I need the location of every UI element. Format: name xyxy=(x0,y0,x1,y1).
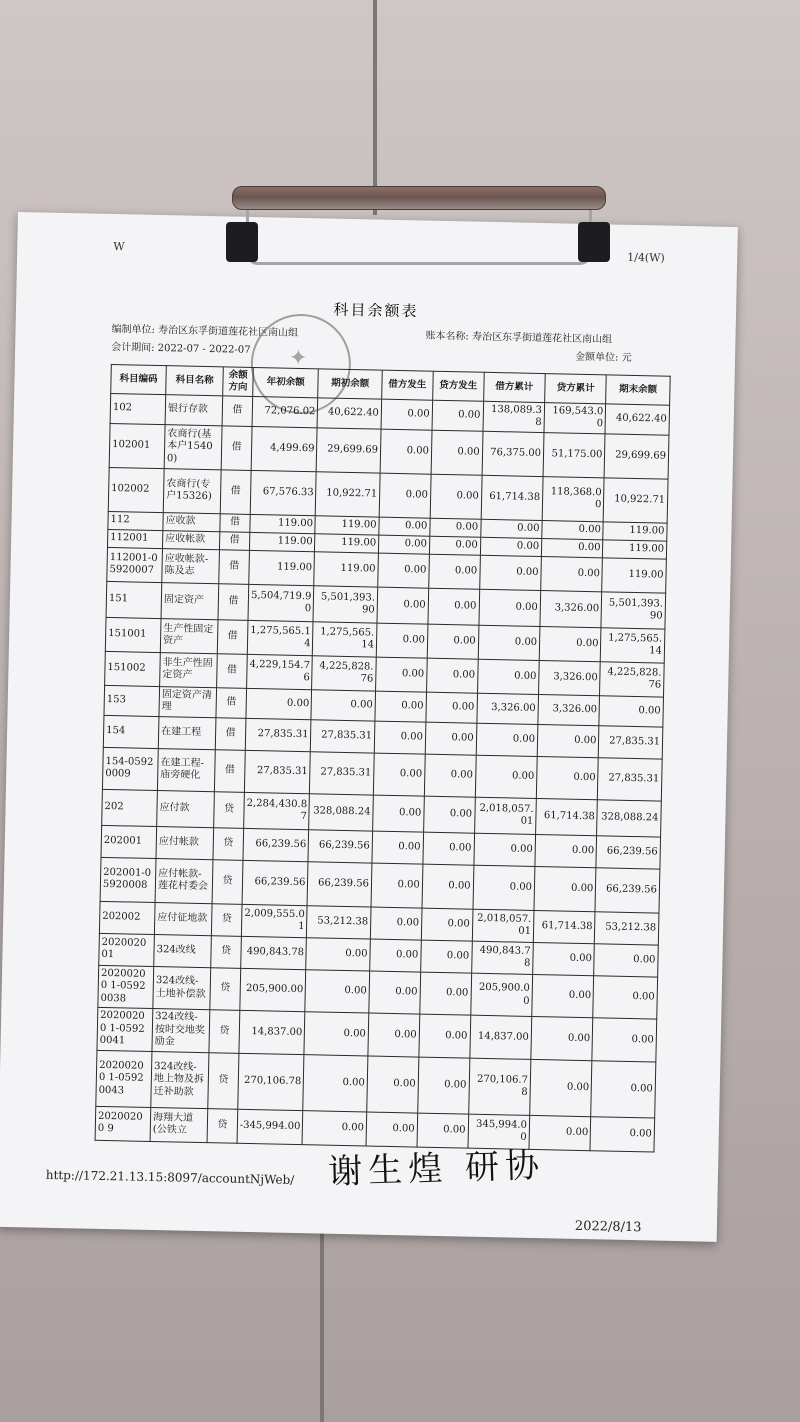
header-direction: 余额方向 xyxy=(223,367,253,396)
cell-debit: 0.00 xyxy=(381,399,432,430)
cell-year-opening: 4,499.69 xyxy=(251,426,318,471)
cell-credit: 0.00 xyxy=(431,430,483,475)
cell-year-opening: 67,576.33 xyxy=(250,470,317,515)
cell-period-opening: 328,088.24 xyxy=(309,793,373,830)
cell-year-opening: 119.00 xyxy=(249,532,315,551)
cell-direction: 借 xyxy=(221,426,252,471)
cell-debit-total: 0.00 xyxy=(473,865,535,910)
cell-credit: 0.00 xyxy=(420,940,471,973)
cell-period-opening: 119.00 xyxy=(315,534,379,553)
cell-closing: 0.00 xyxy=(592,1018,656,1062)
cell-account-name: 应收帐款 xyxy=(163,530,221,549)
cell-account-name: 应付款 xyxy=(157,790,215,827)
header-account-code: 科目编码 xyxy=(111,364,167,394)
cell-year-opening: 72,076.02 xyxy=(252,396,318,427)
unit-value: 寿治区东孚街道莲花社区南山组 xyxy=(157,324,299,339)
cell-account-code: 202001 xyxy=(101,825,157,858)
cell-account-name: 应付帐款 xyxy=(156,826,214,859)
cell-direction: 借 xyxy=(220,532,250,551)
cell-account-name: 固定资产 xyxy=(161,582,219,619)
cell-direction: 借 xyxy=(220,514,250,533)
cell-credit-total: 0.00 xyxy=(529,1115,591,1150)
document-title: 科目余额表 xyxy=(333,300,419,321)
cell-period-opening: 0.00 xyxy=(311,690,375,721)
cell-direction: 贷 xyxy=(209,1010,240,1053)
cell-debit-total: 0.00 xyxy=(480,519,542,538)
cell-year-opening: 119.00 xyxy=(250,514,316,533)
currency-line xyxy=(575,348,632,364)
cell-closing: 66,239.56 xyxy=(595,868,660,913)
cell-closing: 27,835.31 xyxy=(598,758,662,801)
cell-closing: 1,275,565.14 xyxy=(601,628,665,663)
header-debit-total: 借方累计 xyxy=(483,372,545,402)
cell-year-opening: 66,239.56 xyxy=(242,860,309,905)
cell-account-code: 151 xyxy=(106,581,162,618)
page-left-mark: W xyxy=(113,240,125,254)
cell-credit: 0.00 xyxy=(417,1113,469,1148)
cell-credit: 0.00 xyxy=(430,518,481,537)
cell-account-name: 非生产性固定资产 xyxy=(160,652,218,687)
cell-debit-total: 270,106.78 xyxy=(468,1058,531,1115)
cell-closing: 10,922.71 xyxy=(604,478,669,523)
cell-credit: 0.00 xyxy=(432,400,483,431)
cell-debit: 0.00 xyxy=(376,657,428,692)
cell-debit: 0.00 xyxy=(379,473,431,518)
cell-account-name: 324改线-土地补偿款 xyxy=(153,966,211,1010)
cell-period-opening: 119.00 xyxy=(315,516,379,535)
cell-closing: 66,239.56 xyxy=(596,836,660,869)
cell-credit-total: 0.00 xyxy=(531,1017,593,1061)
cell-account-code: 202 xyxy=(102,789,158,826)
cell-year-opening: 4,229,154.76 xyxy=(246,654,312,689)
cell-credit: 0.00 xyxy=(422,864,474,909)
cell-period-opening: 0.00 xyxy=(304,1012,368,1056)
cell-credit-total: 0.00 xyxy=(535,834,597,867)
cell-account-name: 银行存款 xyxy=(165,394,223,425)
cell-period-opening: 4,225,828.76 xyxy=(312,656,376,691)
cell-direction: 借 xyxy=(215,718,245,751)
cell-credit-total: 3,326.00 xyxy=(540,590,602,627)
cell-credit: 0.00 xyxy=(425,722,476,755)
cell-year-opening: 2,284,430.87 xyxy=(243,792,309,829)
cell-credit-total: 0.00 xyxy=(541,556,603,591)
cell-closing: 0.00 xyxy=(590,1116,654,1151)
cell-direction: 贷 xyxy=(212,859,243,904)
currency-value: 元 xyxy=(621,352,632,364)
cell-credit-total: 0.00 xyxy=(537,724,599,757)
cell-account-code: 151001 xyxy=(105,617,161,652)
cell-account-name: 应付帐款-莲花村委会 xyxy=(155,858,213,903)
cell-debit-total: 0.00 xyxy=(474,833,536,866)
cell-account-name: 324改线 xyxy=(154,934,212,967)
cell-credit-total: 0.00 xyxy=(542,520,604,539)
cell-debit: 0.00 xyxy=(368,1013,420,1057)
period-label: 会计期间: xyxy=(111,341,155,354)
cell-debit-total: 138,089.38 xyxy=(483,401,545,432)
cell-period-opening: 27,835.31 xyxy=(311,720,375,753)
cell-credit-total: 3,326.00 xyxy=(538,694,600,725)
cell-debit: 0.00 xyxy=(370,939,421,972)
cell-debit-total: 76,375.00 xyxy=(482,431,544,476)
cell-period-opening: 66,239.56 xyxy=(308,861,372,906)
cell-debit-total: 0.00 xyxy=(478,625,540,660)
cell-credit: 0.00 xyxy=(426,658,478,693)
cell-period-opening: 0.00 xyxy=(305,969,369,1013)
cell-year-opening: 490,843.78 xyxy=(241,936,307,969)
cell-period-opening: 10,922.71 xyxy=(316,472,380,517)
cell-account-code: 112 xyxy=(108,511,163,530)
cell-account-code: 154-05920009 xyxy=(102,747,158,790)
cell-closing: 0.00 xyxy=(593,975,657,1019)
cell-credit: 0.00 xyxy=(429,536,480,555)
print-date: 2022/8/13 xyxy=(574,1218,642,1236)
cell-account-name: 农商行(专户15326) xyxy=(163,468,221,513)
cell-debit-total: 3,326.00 xyxy=(477,693,539,724)
cell-debit-total: 2,018,057.01 xyxy=(474,797,536,834)
cell-closing: 0.00 xyxy=(599,696,663,727)
cell-year-opening: 5,504,719.90 xyxy=(248,584,314,621)
cell-closing: 0.00 xyxy=(591,1060,656,1117)
header-year-opening: 年初余额 xyxy=(253,367,319,397)
cell-credit-total: 0.00 xyxy=(530,1059,593,1116)
period-value: 2022-07 - 2022-07 xyxy=(157,342,251,356)
cell-credit: 0.00 xyxy=(420,972,472,1016)
cell-debit: 0.00 xyxy=(374,721,425,754)
header-account-name: 科目名称 xyxy=(166,366,224,396)
cell-credit: 0.00 xyxy=(427,624,479,659)
header-credit-total: 贷方累计 xyxy=(545,374,607,404)
cell-debit: 0.00 xyxy=(375,691,426,722)
cell-debit: 0.00 xyxy=(377,587,429,624)
cell-credit: 0.00 xyxy=(421,908,472,941)
cell-closing: 119.00 xyxy=(602,558,666,593)
cell-debit-total: 205,900.00 xyxy=(470,973,532,1017)
cell-period-opening: 0.00 xyxy=(306,937,370,970)
cell-direction: 借 xyxy=(218,584,248,621)
cell-debit: 0.00 xyxy=(378,553,430,588)
cell-debit-total: 0.00 xyxy=(480,537,542,556)
cell-account-name: 应收帐款-陈及志 xyxy=(162,548,220,583)
cell-closing: 119.00 xyxy=(603,522,667,541)
cell-credit: 0.00 xyxy=(419,1014,471,1058)
cell-closing: 27,835.31 xyxy=(599,726,663,759)
cell-debit-total: 61,714.38 xyxy=(481,475,543,520)
cell-credit-total: 3,326.00 xyxy=(539,660,601,695)
cell-account-code: 202002 xyxy=(99,901,155,934)
cell-credit-total: 0.00 xyxy=(541,538,603,557)
cell-debit: 0.00 xyxy=(373,795,425,832)
cell-credit-total: 0.00 xyxy=(533,942,595,975)
cell-period-opening: 1,275,565.14 xyxy=(313,622,377,657)
cell-debit-total: 0.00 xyxy=(479,589,541,626)
cell-debit: 0.00 xyxy=(366,1112,418,1147)
cell-credit-total: 0.00 xyxy=(532,974,594,1018)
cell-closing: 119.00 xyxy=(603,540,667,559)
header-debit: 借方发生 xyxy=(382,370,433,400)
cell-credit-total: 0.00 xyxy=(536,756,598,799)
cell-debit-total: 0.00 xyxy=(475,755,537,798)
cell-year-opening: 2,009,555.01 xyxy=(241,904,307,937)
cell-account-name: 324改线-按时交地奖励金 xyxy=(152,1009,210,1053)
cell-debit: 0.00 xyxy=(367,1056,419,1113)
cell-account-name: 农商行(基本户15400) xyxy=(164,424,222,469)
cell-debit: 0.00 xyxy=(376,623,428,658)
cell-debit: 0.00 xyxy=(379,517,430,536)
cell-debit-total: 345,994.00 xyxy=(468,1114,530,1149)
header-closing: 期末余额 xyxy=(606,375,670,405)
cell-period-opening: 53,212.38 xyxy=(307,905,371,938)
cell-period-opening: 29,699.69 xyxy=(317,428,381,473)
cell-account-code: 20200200 1-05920043 xyxy=(96,1050,152,1107)
cell-period-opening: 5,501,393.90 xyxy=(313,586,377,623)
cell-account-name: 应付征地款 xyxy=(154,902,212,935)
wall-seam-bottom xyxy=(320,1225,324,1422)
cell-credit: 0.00 xyxy=(424,754,476,797)
balance-table xyxy=(95,364,671,1152)
cell-year-opening: 14,837.00 xyxy=(239,1011,306,1055)
cell-debit-total: 0.00 xyxy=(476,723,538,756)
cell-account-code: 112001 xyxy=(107,529,162,548)
cell-credit: 0.00 xyxy=(428,588,480,625)
cell-year-opening: 1,275,565.14 xyxy=(247,620,313,655)
cell-direction: 贷 xyxy=(212,903,242,936)
cell-account-code: 102 xyxy=(110,393,166,424)
cell-debit: 0.00 xyxy=(369,971,421,1015)
handwritten-signature: 谢生煌 研协 xyxy=(327,1145,546,1193)
cell-credit-total: 118,368.00 xyxy=(542,476,604,521)
period-line xyxy=(111,338,251,356)
header-period-opening: 期初余额 xyxy=(318,369,382,399)
cell-account-name: 生产性固定资产 xyxy=(160,618,218,653)
cell-credit: 0.00 xyxy=(423,832,474,865)
clip-wire xyxy=(246,206,592,265)
cell-debit: 0.00 xyxy=(378,535,429,554)
cell-credit-total: 61,714.38 xyxy=(533,910,595,943)
account-line xyxy=(425,327,612,346)
cell-account-code: 151002 xyxy=(105,651,161,686)
cell-account-code: 154 xyxy=(103,715,159,748)
cell-credit-total: 169,543.00 xyxy=(544,402,606,433)
currency-label: 金额单位: xyxy=(574,351,619,364)
unit-label: 编制单位: xyxy=(111,323,156,336)
cell-debit-total: 0.00 xyxy=(479,555,541,590)
cell-direction: 贷 xyxy=(210,967,241,1010)
cell-period-opening: 119.00 xyxy=(314,552,378,587)
cell-debit-total: 2,018,057.01 xyxy=(472,909,534,942)
cell-direction: 借 xyxy=(216,688,246,719)
cell-debit: 0.00 xyxy=(370,907,421,940)
cell-direction: 贷 xyxy=(207,1108,237,1143)
cell-year-opening: 270,106.78 xyxy=(238,1053,305,1110)
cell-account-code: 102001 xyxy=(109,423,165,468)
header-credit: 贷方发生 xyxy=(432,371,483,401)
cell-account-name: 324改线-地上物及拆迁补助款 xyxy=(151,1051,209,1108)
cell-account-code: 102002 xyxy=(108,467,164,512)
cell-account-code: 202001-05920008 xyxy=(100,857,156,902)
cell-period-opening: 0.00 xyxy=(303,1054,368,1111)
cell-credit-total: 0.00 xyxy=(534,866,596,911)
cell-year-opening: 205,900.00 xyxy=(240,968,307,1012)
cell-credit: 0.00 xyxy=(426,692,477,723)
clip-right-foot xyxy=(578,222,610,262)
cell-closing: 0.00 xyxy=(594,943,658,976)
cell-year-opening: 66,239.56 xyxy=(243,828,309,861)
cell-account-name: 在建工程-庙旁硬化 xyxy=(157,748,215,791)
cell-closing: 29,699.69 xyxy=(604,434,669,479)
cell-direction: 贷 xyxy=(213,827,243,860)
cell-account-code: 2020020 01 xyxy=(99,933,155,966)
cell-account-name: 在建工程 xyxy=(158,716,216,749)
cell-credit: 0.00 xyxy=(423,796,475,833)
cell-direction: 贷 xyxy=(211,935,241,968)
clip-bar xyxy=(232,186,606,210)
cell-credit-total: 61,714.38 xyxy=(536,798,598,835)
cell-year-opening: 119.00 xyxy=(249,550,315,585)
cell-account-code: 20200200 1-05920041 xyxy=(97,1008,153,1052)
cell-direction: 借 xyxy=(217,654,247,689)
cell-account-code: 153 xyxy=(104,685,160,716)
cell-period-opening: 66,239.56 xyxy=(308,829,372,862)
cell-credit: 0.00 xyxy=(429,554,481,589)
cell-credit: 0.00 xyxy=(418,1057,470,1114)
cell-account-code: 20200200 1-05920038 xyxy=(98,965,154,1009)
cell-closing: 5,501,393.90 xyxy=(601,592,665,629)
cell-direction: 借 xyxy=(218,620,248,655)
account-name-value: 寿治区东孚街道莲花社区南山组 xyxy=(471,331,613,346)
table-body xyxy=(95,393,670,1152)
cell-debit-total: 0.00 xyxy=(477,659,539,694)
cell-direction: 贷 xyxy=(208,1052,239,1109)
cell-period-opening: 40,622.40 xyxy=(318,398,382,429)
cell-period-opening: 0.00 xyxy=(303,1110,367,1145)
cell-closing: 328,088.24 xyxy=(597,800,661,837)
cell-account-name: 应收款 xyxy=(163,512,221,531)
cell-credit-total: 51,175.00 xyxy=(543,432,605,477)
cell-direction: 借 xyxy=(219,550,249,585)
cell-year-opening: 27,835.31 xyxy=(245,718,311,751)
clip-left-foot xyxy=(226,222,258,262)
cell-account-name: 海翔大道(公铁立 xyxy=(150,1107,208,1142)
cell-direction: 贷 xyxy=(214,791,244,828)
cell-closing: 53,212.38 xyxy=(595,911,659,944)
cell-year-opening: 0.00 xyxy=(246,688,312,719)
cell-debit: 0.00 xyxy=(372,831,423,864)
page-number: 1/4(W) xyxy=(627,250,665,265)
cell-debit: 0.00 xyxy=(371,863,423,908)
cell-debit-total: 14,837.00 xyxy=(469,1015,531,1059)
cell-direction: 借 xyxy=(222,396,252,427)
cell-debit: 0.00 xyxy=(373,753,425,796)
cell-direction: 借 xyxy=(215,750,246,793)
cell-credit: 0.00 xyxy=(430,474,482,519)
cell-direction: 借 xyxy=(220,470,251,515)
clipboard-clip xyxy=(222,178,614,270)
account-name-label: 账本名称: xyxy=(425,330,469,343)
cell-debit: 0.00 xyxy=(380,429,432,474)
cell-closing: 40,622.40 xyxy=(605,404,669,435)
cell-account-name: 固定资产清理 xyxy=(159,686,217,717)
cell-account-code: 112001-05920007 xyxy=(107,547,163,582)
cell-period-opening: 27,835.31 xyxy=(310,751,374,794)
cell-year-opening: -345,994.00 xyxy=(237,1109,303,1144)
source-url: http://172.21.13.15:8097/accountNjWeb/ xyxy=(45,1167,295,1187)
cell-closing: 4,225,828.76 xyxy=(600,662,664,697)
cell-year-opening: 27,835.31 xyxy=(244,750,310,793)
cell-debit-total: 490,843.78 xyxy=(471,941,533,974)
cell-credit-total: 0.00 xyxy=(539,626,601,661)
ledger-paper xyxy=(0,212,738,1242)
cell-account-code: 20200200 9 xyxy=(95,1106,151,1141)
